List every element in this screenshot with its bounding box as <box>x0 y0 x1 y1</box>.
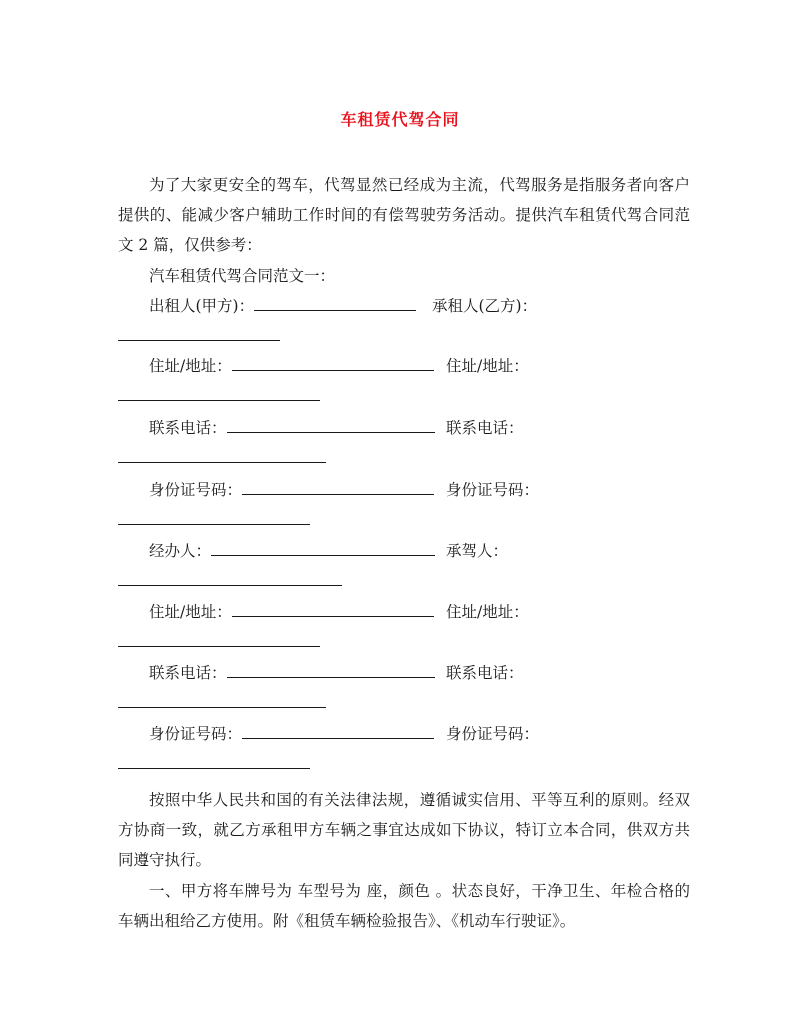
field-phone-d-label: 联系电话： <box>446 664 524 682</box>
field-address-d-blank <box>118 632 320 652</box>
field-label: 身份证号码： <box>149 725 243 743</box>
blank-line <box>232 602 434 617</box>
blank-line <box>118 448 326 463</box>
blank-line <box>232 356 434 371</box>
section-heading: 汽车租赁代驾合同范文一： <box>149 267 336 285</box>
field-address-d-label: 住址/地址： <box>446 603 529 621</box>
document-title: 车租赁代驾合同 <box>340 110 460 129</box>
field-address-b-label: 住址/地址： <box>446 357 529 375</box>
blank-line <box>118 693 326 708</box>
field-phone-d-blank <box>118 693 326 713</box>
field-label: 住址/地址： <box>149 357 232 375</box>
clause-one-paragraph: 一、甲方将车牌号为 车型号为 座，颜色 。状态良好，干净卫生、年检合格的车辆出租给乙方使用。附《租赁车辆检验报告》、《机动车行驶证》。 <box>118 882 690 930</box>
blank-line <box>118 386 320 401</box>
field-id-b-blank <box>118 510 310 530</box>
field-driver-label: 承驾人： <box>446 542 509 560</box>
field-lessor-label <box>149 296 416 316</box>
field-driver-blank <box>118 571 342 591</box>
field-label: 联系电话： <box>149 419 227 437</box>
blank-line <box>242 480 434 495</box>
field-handler <box>149 541 435 561</box>
field-id-c <box>149 724 434 744</box>
field-id-d-blank <box>118 754 310 774</box>
field-label: 身份证号码： <box>149 481 243 499</box>
field-label: 住址/地址： <box>149 603 232 621</box>
agreement-paragraph: 按照中华人民共和国的有关法律法规，遵循诚实信用、平等互利的原则。经双方协商一致，就乙方承租甲方车辆之事宜达成如下协议，特订立本合同，供双方共同遵守执行。 <box>118 791 690 869</box>
field-address-a <box>149 356 434 376</box>
blank-line <box>242 724 434 739</box>
field-id-d-label: 身份证号码： <box>446 725 540 743</box>
blank-line <box>227 418 435 433</box>
field-phone-b-label: 联系电话： <box>446 419 524 437</box>
blank-line <box>118 754 310 769</box>
field-phone-a <box>149 418 435 438</box>
field-label: 经办人： <box>149 542 212 560</box>
field-address-c <box>149 602 434 622</box>
field-id-b-label: 身份证号码： <box>446 481 540 499</box>
blank-line <box>118 326 280 341</box>
field-label: 联系电话： <box>149 664 227 682</box>
field-phone-b-blank <box>118 448 326 468</box>
field-phone-c <box>149 663 435 683</box>
field-lessee-blank <box>118 326 280 346</box>
blank-line <box>118 632 320 647</box>
field-label: 出租人(甲方)： <box>149 297 255 315</box>
blank-line <box>118 510 310 525</box>
intro-paragraph: 为了大家更安全的驾车，代驾显然已经成为主流，代驾服务是指服务者向客户提供的、能减少客户辅助工作时间的有偿驾驶劳务活动。提供汽车租赁代驾合同范文 2 篇，仅供参考： <box>118 176 690 254</box>
field-lessee-label: 承租人(乙方)： <box>432 297 538 315</box>
field-address-b-blank <box>118 386 320 406</box>
field-id-a <box>149 480 434 500</box>
blank-line <box>254 296 416 311</box>
blank-line <box>227 663 435 678</box>
blank-line <box>118 571 342 586</box>
blank-line <box>211 541 435 556</box>
